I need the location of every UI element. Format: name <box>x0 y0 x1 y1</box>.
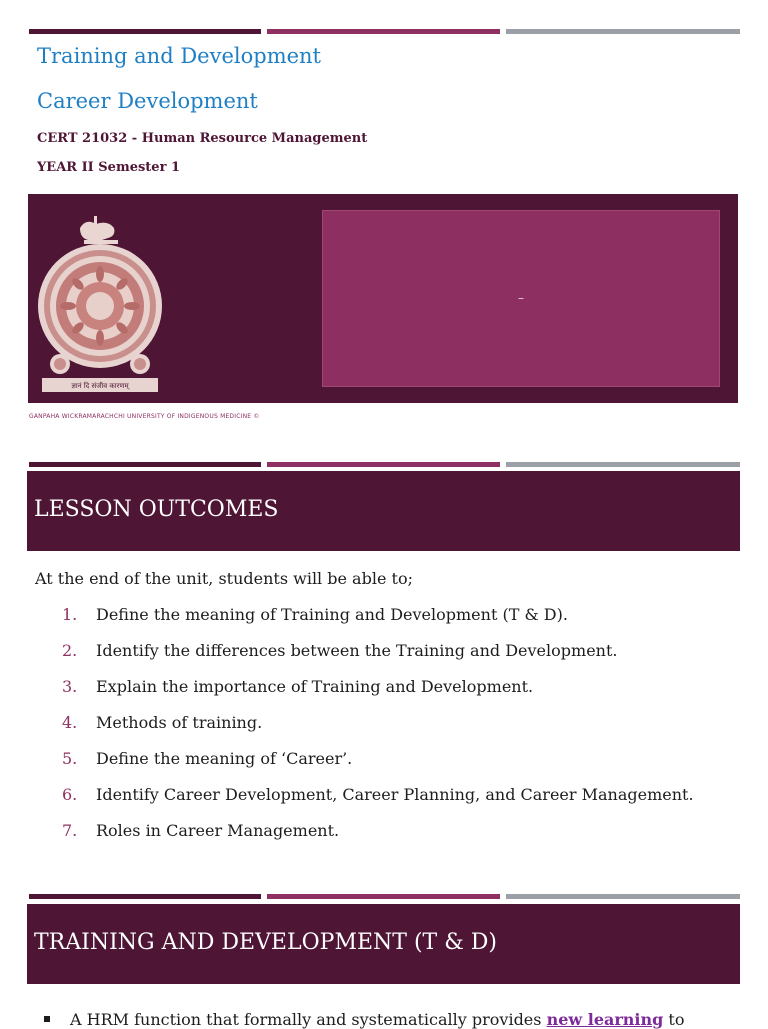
list-text: Roles in Career Management. <box>96 821 340 840</box>
bar-dark <box>29 29 261 34</box>
title-panel <box>322 210 720 387</box>
list-number: 5. <box>62 749 78 768</box>
list-number: 3. <box>62 677 78 696</box>
bar-dark <box>29 894 261 899</box>
list-number: 6. <box>62 785 78 804</box>
bar-magenta <box>267 462 500 467</box>
list-number: 7. <box>62 821 78 840</box>
list-item <box>62 641 617 660</box>
section-heading: TRAINING AND DEVELOPMENT (T & D) <box>34 930 497 955</box>
list-text: Methods of training. <box>96 713 263 732</box>
decorative-top-bars <box>29 29 740 34</box>
list-text: Identify the differences between the Training and Development. <box>96 641 618 660</box>
year-semester: YEAR II Semester 1 <box>37 160 180 175</box>
seal-motto: ज्ञानं दि संजीव कारणम् <box>71 382 129 390</box>
list-text: Explain the importance of Training and Development. <box>96 677 534 696</box>
list-text: Identify Career Development, Career Planning, and Career Management. <box>96 785 694 804</box>
bullet-line <box>44 1010 734 1029</box>
page-title: Training and Development <box>37 44 321 68</box>
list-item <box>62 677 533 696</box>
bar-magenta <box>267 29 500 34</box>
bullet-text-end: to <box>663 1010 685 1029</box>
decorative-bars-3 <box>29 894 740 899</box>
section-header <box>27 904 740 984</box>
list-number: 4. <box>62 713 78 732</box>
section-header <box>27 471 740 551</box>
intro-text: At the end of the unit, students will be able to; <box>35 569 413 588</box>
list-item <box>62 605 568 624</box>
bar-grey <box>506 29 740 34</box>
highlight-text: new learning <box>546 1010 664 1029</box>
section-heading: LESSON OUTCOMES <box>34 497 279 522</box>
panel-text: – <box>518 291 524 305</box>
bar-grey <box>506 894 740 899</box>
list-item <box>62 785 694 804</box>
bar-magenta <box>267 894 500 899</box>
list-text: Define the meaning of Training and Development (T & D). <box>96 605 568 624</box>
list-text: Define the meaning of ‘Career’. <box>96 749 353 768</box>
list-item <box>62 821 339 840</box>
university-seal-icon <box>36 214 164 396</box>
list-number: 1. <box>62 605 78 624</box>
bullet-text: A HRM function that formally and systematically provides <box>70 1010 547 1029</box>
bar-grey <box>506 462 740 467</box>
bullet-icon <box>44 1016 50 1022</box>
list-number: 2. <box>62 641 78 660</box>
decorative-bars-2 <box>29 462 740 467</box>
list-item <box>62 749 352 768</box>
bar-dark <box>29 462 261 467</box>
footer-text: GANPAHA WICKRAMARACHCHI UNIVERSITY OF INDIGENOUS MEDICINE © <box>29 413 260 420</box>
title-banner <box>28 194 738 403</box>
list-item <box>62 713 262 732</box>
course-code: CERT 21032 - Human Resource Management <box>37 131 368 146</box>
page-subtitle: Career Development <box>37 89 258 113</box>
